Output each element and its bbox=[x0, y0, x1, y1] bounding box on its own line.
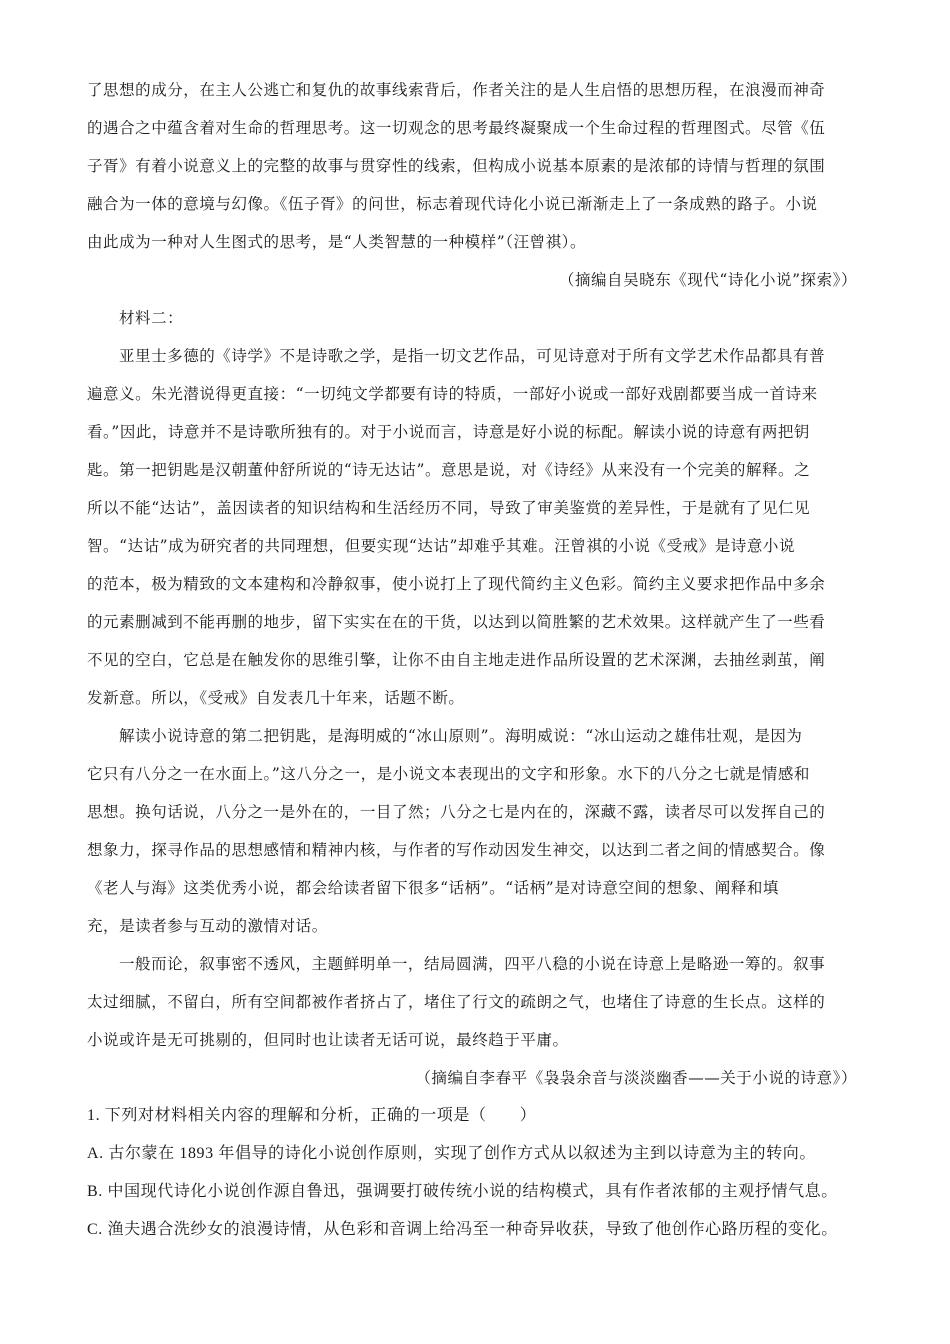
text-line: 小说或许是无可挑剔的，但同时也让读者无话可说，最终趋于平庸。 bbox=[87, 1031, 569, 1049]
text-line: 充，是读者参与互动的激情对话。 bbox=[87, 917, 328, 935]
source-citation: （摘编自李春平《袅袅余音与淡淡幽香——关于小说的诗意》） bbox=[415, 1069, 857, 1087]
text-line: 了思想的成分，在主人公逃亡和复仇的故事线索背后，作者关注的是人生启悟的思想历程，在浪漫而神奇 bbox=[87, 81, 826, 99]
source-citation: （摘编自吴晓东《现代“诗化小说”探索》） bbox=[558, 271, 857, 289]
text-line: 亚里士多德的《诗学》不是诗歌之学，是指一切文艺作品，可见诗意对于所有文学艺术作品都具有普 bbox=[119, 347, 826, 365]
option-a: A. 古尔蒙在 1893 年倡导的诗化小说创作原则，实现了创作方式从以叙述为主到以诗意为主的转向。 bbox=[87, 1145, 816, 1162]
text-line: 解读小说诗意的第二把钥匙，是海明威的“冰山原则”。海明威说：“冰山运动之雄伟壮观，是因为 bbox=[119, 727, 803, 745]
text-line: 发新意。所以，《受戒》自发表几十年来，话题不断。 bbox=[87, 689, 465, 707]
text-line: 遍意义。朱光潜说得更直接：“一切纯文学都要有诗的特质，一部好小说或一部好戏剧都要当成一首诗来 bbox=[87, 385, 818, 403]
text-line: 想象力，探寻作品的思想感情和精神内核，与作者的写作动因发生神交，以达到二者之间的情感契合。像 bbox=[87, 841, 826, 859]
text-line: 一般而论，叙事密不透风，主题鲜明单一，结局圆满，四平八稳的小说在诗意上是略逊一筹的。叙事 bbox=[119, 955, 826, 973]
text-line: 智。“达诂”成为研究者的共同理想，但要实现“达诂”却难乎其难。汪曾祺的小说《受戒》是诗意小说 bbox=[87, 537, 795, 555]
text-line: 不见的空白，它总是在触发你的思维引擎，让你不由自主地走进作品所设置的艺术深渊，去抽丝剥茧，阐 bbox=[87, 651, 826, 669]
text-line: 匙。第一把钥匙是汉朝董仲舒所说的“诗无达诂”。意思是说，对《诗经》从来没有一个完美的解释。之 bbox=[87, 461, 811, 479]
text-line: 由此成为一种对人生图式的思考，是“人类智慧的一种模样”（汪曾祺）。 bbox=[87, 233, 587, 251]
text-line: 它只有八分之一在水面上。”这八分之一，是小说文本表现出的文字和形象。水下的八分之七就是情感和 bbox=[87, 765, 810, 783]
text-line: 看。”因此，诗意并不是诗歌所独有的。对于小说而言，诗意是好小说的标配。解读小说的诗意有两把钥 bbox=[87, 423, 810, 441]
text-line: 子胥》有着小说意义上的完整的故事与贯穿性的线索，但构成小说基本原素的是浓郁的诗情与哲理的氛围 bbox=[87, 157, 826, 175]
text-line: 《老人与海》这类优秀小说，都会给读者留下很多“话柄”。“话柄”是对诗意空间的想象、阐释和填 bbox=[87, 879, 779, 897]
text-line: 的范本，极为精致的文本建构和冷静叙事，使小说打上了现代简约主义色彩。简约主义要求把作品中多余 bbox=[87, 575, 826, 593]
text-line: 所以不能“达诂”，盖因读者的知识结构和生活经历不同，导致了审美鉴赏的差异性，于是就有了见仁见 bbox=[87, 499, 811, 517]
text-line: 太过细腻，不留白，所有空间都被作者挤占了，堵住了行文的疏朗之气，也堵住了诗意的生长点。这样的 bbox=[87, 993, 826, 1011]
text-line: 的遇合之中蕴含着对生命的哲理思考。这一切观念的思考最终凝聚成一个生命过程的哲理图式。尽管《伍 bbox=[87, 119, 826, 137]
question-stem: 1. 下列对材料相关内容的理解和分析，正确的一项是（ ） bbox=[87, 1107, 537, 1124]
section-heading: 材料二： bbox=[119, 309, 184, 327]
option-c: C. 渔夫遇合洗纱女的浪漫诗情，从色彩和音调上给冯至一种奇异收获，导致了他创作心路历程的变化。 bbox=[87, 1221, 838, 1238]
text-line: 思想。换句话说，八分之一是外在的，一目了然；八分之七是内在的，深藏不露，读者尽可以发挥自己的 bbox=[87, 803, 826, 821]
text-line: 的元素删减到不能再删的地步，留下实实在在的干货，以达到以简胜繁的艺术效果。这样就产生了一些看 bbox=[87, 613, 826, 631]
text-line: 融合为一体的意境与幻像。《伍子胥》的问世，标志着现代诗化小说已渐渐走上了一条成熟的路子。小说 bbox=[87, 195, 818, 213]
option-b: B. 中国现代诗化小说创作源自鲁迅，强调要打破传统小说的结构模式，具有作者浓郁的主观抒情气息。 bbox=[87, 1183, 838, 1200]
